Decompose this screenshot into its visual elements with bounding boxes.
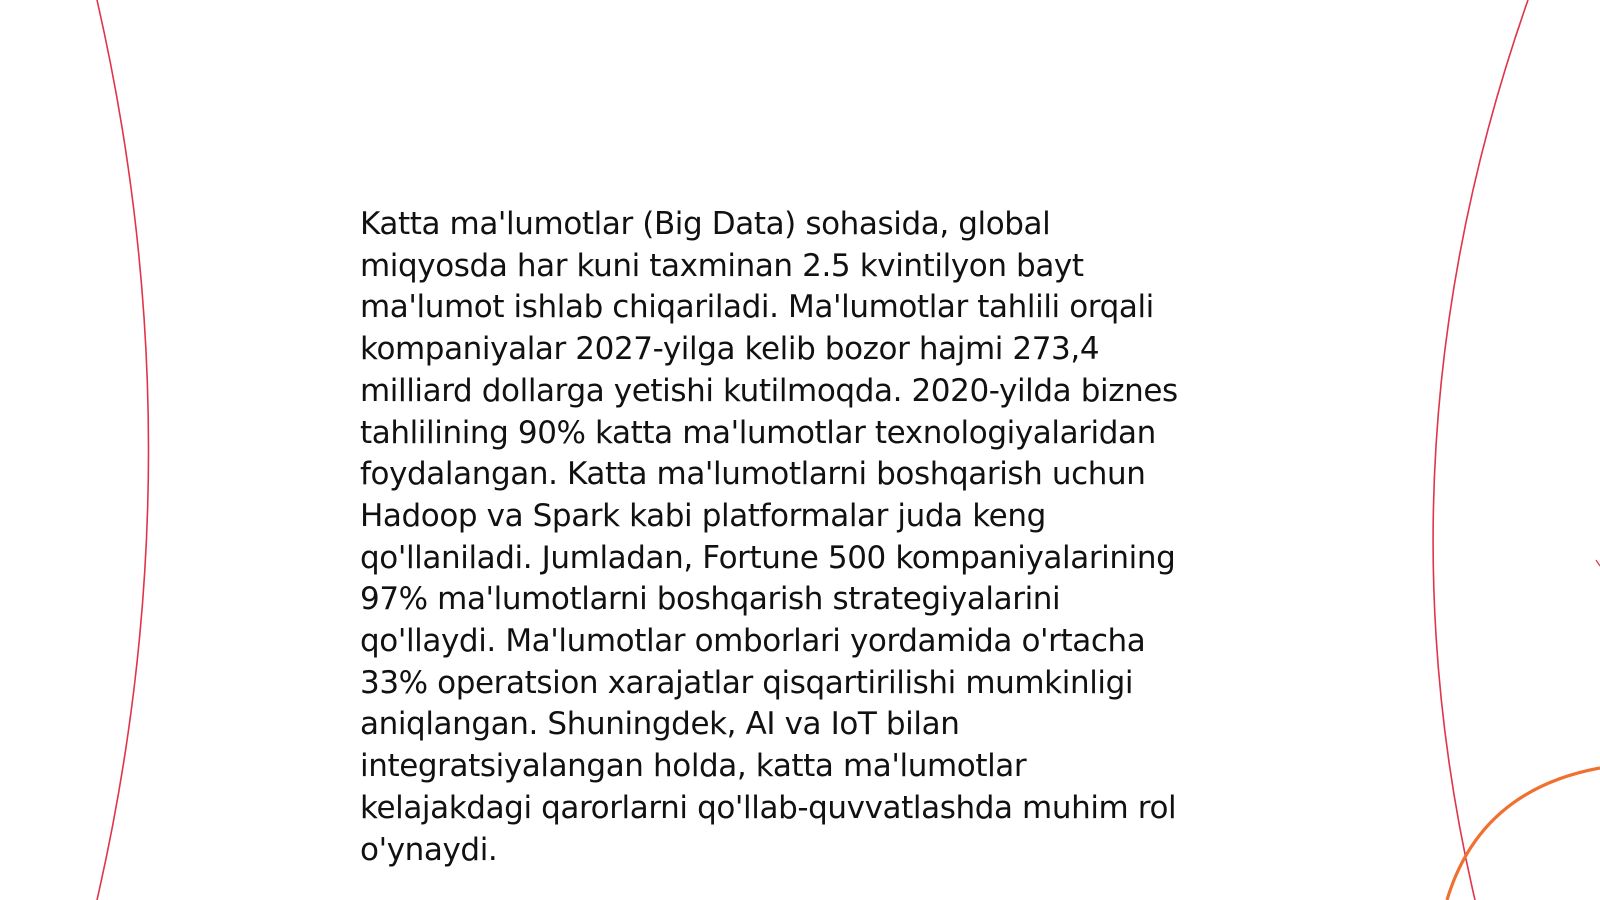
body-line: foydalangan. Katta ma'lumotlarni boshqarish uchun xyxy=(360,456,1146,493)
body-line: qo'llaniladi. Jumladan, Fortune 500 kompaniyalarining xyxy=(360,539,1176,576)
orange-arc-decoration xyxy=(1447,768,1600,900)
body-line: 97% ma'lumotlarni boshqarish strategiyalarini xyxy=(360,581,1061,618)
body-line: aniqlangan. Shuningdek, AI va IoT bilan xyxy=(360,706,960,743)
body-line: tahlilining 90% katta ma'lumotlar texnologiyalaridan xyxy=(360,414,1156,451)
body-line: integratsiyalangan holda, katta ma'lumotlar xyxy=(360,748,1027,785)
body-line: o'ynaydi. xyxy=(360,831,498,868)
body-line: Katta ma'lumotlar (Big Data) sohasida, global xyxy=(360,206,1051,242)
body-line: Hadoop va Spark kabi platformalar juda keng xyxy=(360,497,1046,534)
body-line: milliard dollarga yetishi kutilmoqda. 2020-yilda biznes xyxy=(360,372,1178,409)
left-curve-decoration xyxy=(97,0,149,900)
body-line: ma'lumot ishlab chiqariladi. Ma'lumotlar tahlili orqali xyxy=(360,289,1154,326)
body-paragraph xyxy=(360,204,1250,871)
right-curve-decoration xyxy=(1433,0,1528,900)
body-line: kompaniyalar 2027-yilga kelib bozor hajmi 273,4 xyxy=(360,331,1100,368)
small-tick-decoration xyxy=(1596,560,1600,566)
body-line: kelajakdagi qarorlarni qo'llab-quvvatlashda muhim rol xyxy=(360,789,1177,826)
body-line: 33% operatsion xarajatlar qisqartirilishi mumkinligi xyxy=(360,664,1134,701)
body-line: miqyosda har kuni taxminan 2.5 kvintilyon bayt xyxy=(360,247,1084,284)
body-line: qo'llaydi. Ma'lumotlar omborlari yordamida o'rtacha xyxy=(360,623,1146,660)
